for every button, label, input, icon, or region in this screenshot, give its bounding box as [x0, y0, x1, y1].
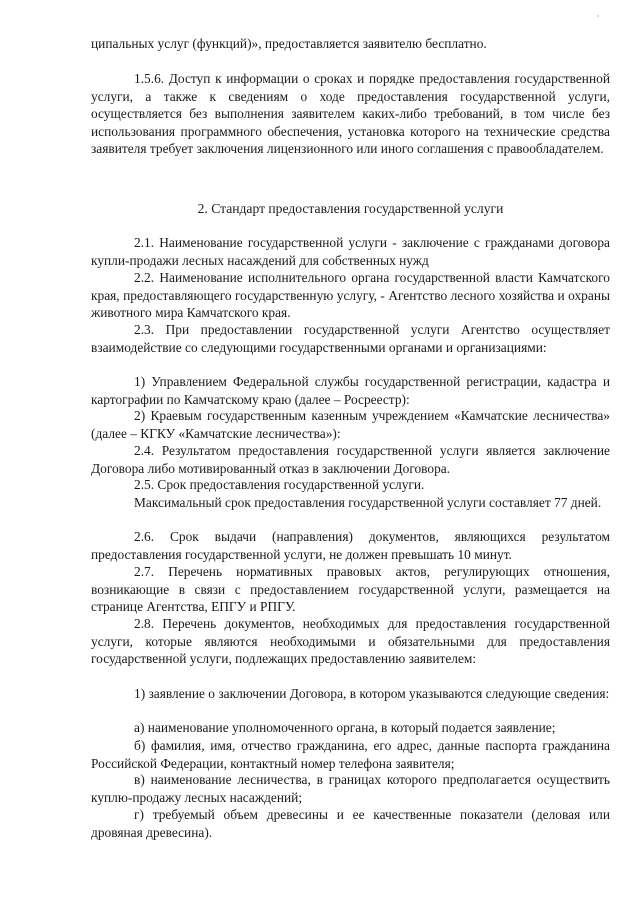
paragraph-2-1: 2.1. Наименование государственной услуги - заключение с гражданами договора купли-продажи лесных насаждений для собственных нужд — [91, 235, 610, 268]
paragraph-max-term: Максимальный срок предоставления государственной услуги составляет 77 дней. — [134, 495, 602, 510]
scan-mark — [597, 15, 599, 17]
paragraph-2-8-item-1: 1) заявление о заключении Договора, в котором указываются следующие сведения: — [134, 686, 610, 701]
paragraph-2-5: 2.5. Срок предоставления государственной услуги. — [134, 477, 425, 492]
paragraph-2-8: 2.8. Перечень документов, необходимых для предоставления государственной услуги, которые являются необходимыми и обязательными для предоставления государственной услуги, подлежащих предоставлению заявителем: — [91, 616, 610, 666]
paragraph-1-5-6: 1.5.6. Доступ к информации о сроках и порядке предоставления государственной услуги, а также к сведениям о ходе предоставления государственной услуги, осуществляется без выполнения заявителем каких-либо требований, в том числе без использования программного обеспечения, установка которого на технические средства заявителя требует заключения лицензионного или иного соглашения с правообладателем. — [91, 71, 610, 156]
paragraph-2-3-item-2: 2) Краевым государственным казенным учреждением «Камчатские лесничества» (далее – КГКУ «Камчатские лесничества»): — [91, 408, 610, 441]
paragraph-item-b: б) фамилия, имя, отчество гражданина, его адрес, данные паспорта гражданина Российской Федерации, контактный номер телефона заявителя; — [91, 738, 610, 771]
paragraph-continuation: ципальных услуг (функций)», предоставляется заявителю бесплатно. — [91, 36, 487, 51]
paragraph-2-3: 2.3. При предоставлении государственной услуги Агентство осуществляет взаимодействие со следующими государственными органами и организациями: — [91, 322, 610, 355]
paragraph-item-a: а) наименование уполномоченного органа, в который подается заявление; — [134, 720, 556, 735]
paragraph-item-v: в) наименование лесничества, в границах которого предполагается осуществить куплю-продажу лесных насаждений; — [91, 772, 610, 805]
paragraph-2-6: 2.6. Срок выдачи (направления) документов, являющихся результатом предоставления государственной услуги, не должен превышать 10 минут. — [91, 529, 610, 562]
paragraph-2-4: 2.4. Результатом предоставления государственной услуги является заключение Договора либо мотивированный отказ в заключении Договора. — [91, 443, 610, 476]
paragraph-2-2: 2.2. Наименование исполнительного органа государственной власти Камчатского края, предоставляющего государственную услугу, - Агентство лесного хозяйства и охраны животного мира Камчатского края. — [91, 270, 610, 320]
section-heading: 2. Стандарт предоставления государственной услуги — [197, 201, 504, 216]
paragraph-2-3-item-1: 1) Управлением Федеральной службы государственной регистрации, кадастра и картографии по Камчатскому краю (далее – Росреестр): — [91, 374, 610, 407]
paragraph-item-g: г) требуемый объем древесины и ее качественные показатели (деловая или дровяная древесина). — [91, 807, 610, 840]
paragraph-2-7: 2.7. Перечень нормативных правовых актов, регулирующих отношения, возникающие в связи с предоставлением государственной услуги, размещается на странице Агентства, ЕПГУ и РПГУ. — [91, 564, 610, 614]
